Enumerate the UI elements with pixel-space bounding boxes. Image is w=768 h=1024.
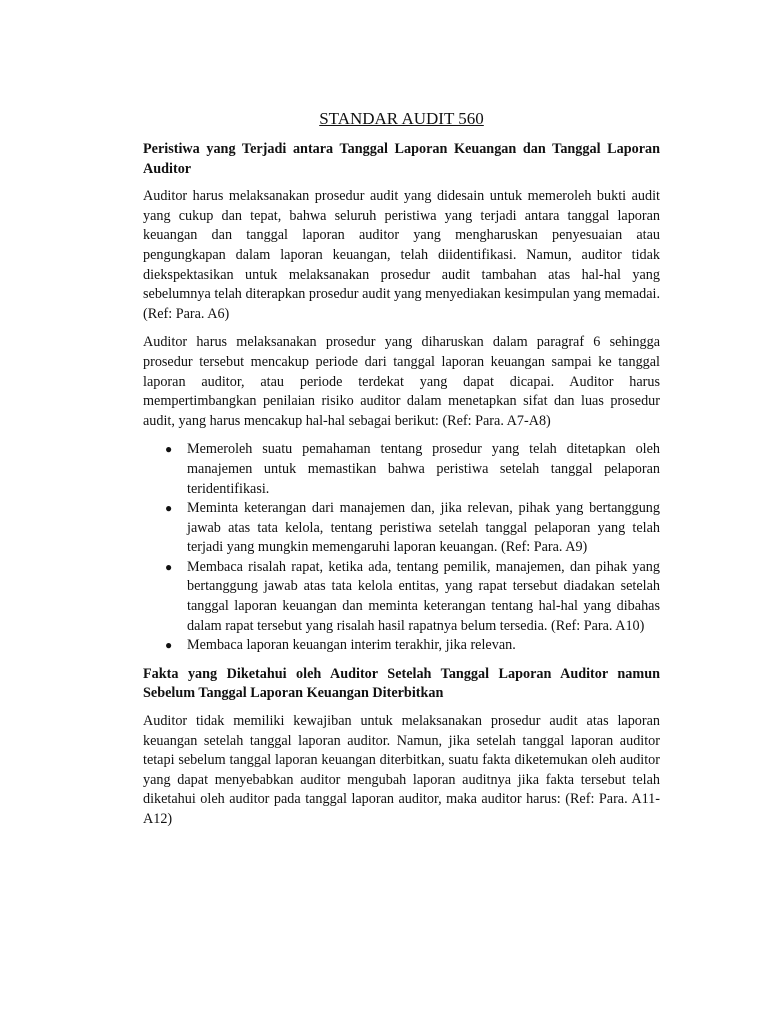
list-item [143,636,660,656]
document-page [143,108,660,839]
list-item [143,499,660,558]
list-item [143,440,660,499]
list-item-text: Membaca laporan keuangan interim terakhir, jika relevan. [187,637,516,654]
list-item-text: Meminta keterangan dari manajemen dan, jika relevan, pihak yang bertanggung jawab atas tata kelola, tentang peristiwa setelah tanggal pelaporan yang telah terjadi yang mungkin memengaruhi laporan keuangan. (Ref: Para. A9) [187,500,660,556]
bullet-icon: ● [165,442,173,457]
section-heading-facts-known: Fakta yang Diketahui oleh Auditor Setelah Tanggal Laporan Auditor namun Sebelum Tanggal Laporan Keuangan Diterbitkan [143,665,660,702]
list-item [143,558,660,636]
section-heading-subsequent-events: Peristiwa yang Terjadi antara Tanggal Laporan Keuangan dan Tanggal Laporan Auditor [143,141,660,177]
bullet-icon: ● [165,501,173,516]
list-item-text: Membaca risalah rapat, ketika ada, tentang pemilik, manajemen, dan pihak yang bertanggung jawab atas tata kelola entitas, yang rapat tersebut diadakan setelah tanggal laporan keuangan dan meminta keterangan tentang hal-hal yang dibahas dalam rapat tersebut yang risalah hasil rapatnya belum tersedia. (Ref: Para. A10) [187,558,660,634]
bullet-icon: ● [165,638,173,653]
document-title: STANDAR AUDIT 560 [319,109,484,128]
paragraph-audit-procedures: Auditor harus melaksanakan prosedur audit yang didesain untuk memeroleh bukti audit yang cukup dan tepat, bahwa seluruh peristiwa yang terjadi antara tanggal laporan keuangan dan tanggal laporan auditor yang mengharuskan penyesuaian atau pengungkapan dalam laporan keuangan, telah diidentifikasi. Namun, auditor tidak diekspektasikan untuk melaksanakan prosedur audit tambahan atas hal-hal yang sebelumnya telah diterapkan prosedur audit yang menyediakan kesimpulan yang memadai. (Ref: Para. A6) [143,188,660,322]
paragraph-procedure-period: Auditor harus melaksanakan prosedur yang diharuskan dalam paragraf 6 sehingga prosedur tersebut mencakup periode dari tanggal laporan keuangan sampai ke tanggal laporan auditor, atau periode terdekat yang dapat dicapai. Auditor harus mempertimbangkan penilaian risiko auditor dalam menetapkan sifat dan luas prosedur audit, yang harus mencakup hal-hal sebagai berikut: (Ref: Para. A7-A8) [143,334,660,429]
procedure-bullet-list [143,440,660,656]
list-item-text: Memeroleh suatu pemahaman tentang prosedur yang telah ditetapkan oleh manajemen untuk memastikan bahwa peristiwa setelah tanggal pelaporan teridentifikasi. [187,441,660,497]
paragraph-auditor-obligation: Auditor tidak memiliki kewajiban untuk melaksanakan prosedur audit atas laporan keuangan setelah tanggal laporan auditor. Namun, jika setelah tanggal laporan auditor tetapi sebelum tanggal laporan keuangan diterbitkan, suatu fakta diketemukan oleh auditor yang dapat menyebabkan auditor mengubah laporan auditnya jika fakta tersebut telah diketahui oleh auditor pada tanggal laporan auditor, maka auditor harus: (Ref: Para. A11-A12) [143,713,660,827]
bullet-icon: ● [165,559,173,574]
